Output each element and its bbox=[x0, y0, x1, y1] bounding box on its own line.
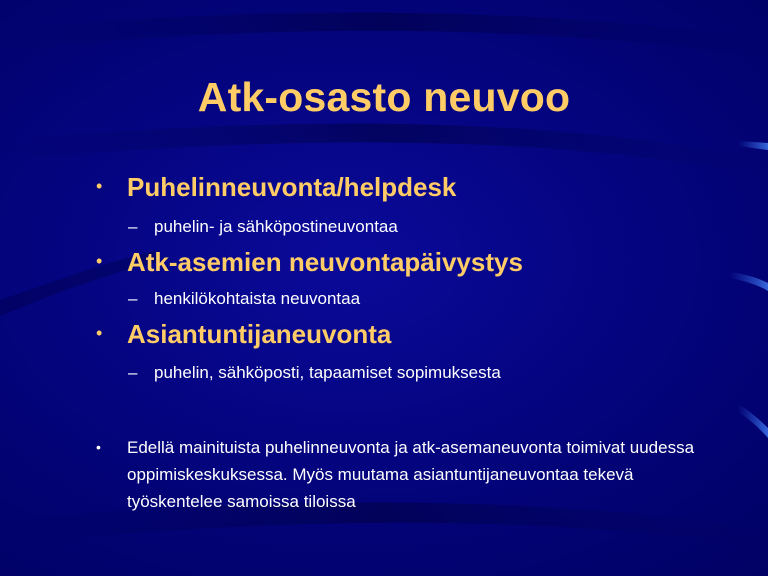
bullet-item-expert-advice bbox=[96, 319, 391, 350]
note-text: Edellä mainituista puhelinneuvonta ja atk-asemaneuvonta toimivat uudessa oppimiskeskuksessa. Myös muutama asiantuntijaneuvontaa tekevä työskentelee samoissa tiloissa bbox=[127, 438, 695, 511]
bullet-item-workstation-help bbox=[96, 247, 523, 278]
bullet-heading: Puhelinneuvonta/helpdesk bbox=[127, 172, 457, 202]
sub-bullet-text: puhelin, sähköposti, tapaamiset sopimuksesta bbox=[154, 363, 501, 382]
sub-bullet-marker: – bbox=[128, 217, 138, 236]
sub-bullet-text: henkilökohtaista neuvontaa bbox=[154, 289, 361, 308]
sub-bullet-item bbox=[128, 363, 501, 383]
sub-bullet-text: puhelin- ja sähköpostineuvontaa bbox=[154, 217, 398, 236]
sub-bullet-item bbox=[128, 289, 360, 309]
bullet-item-helpdesk bbox=[96, 172, 456, 203]
sub-bullet-item bbox=[128, 217, 398, 237]
bullet-marker: • bbox=[96, 176, 103, 196]
bullet-heading: Asiantuntijaneuvonta bbox=[127, 319, 392, 349]
slide-title: Atk-osasto neuvoo bbox=[197, 74, 571, 120]
bullet-marker: • bbox=[96, 323, 103, 343]
sub-bullet-marker: – bbox=[128, 289, 138, 308]
sub-bullet-marker: – bbox=[128, 363, 138, 382]
bullet-heading: Atk-asemien neuvontapäivystys bbox=[127, 247, 523, 277]
note-paragraph bbox=[96, 434, 716, 515]
note-bullet-marker: • bbox=[96, 439, 101, 455]
bullet-marker: • bbox=[96, 251, 103, 271]
